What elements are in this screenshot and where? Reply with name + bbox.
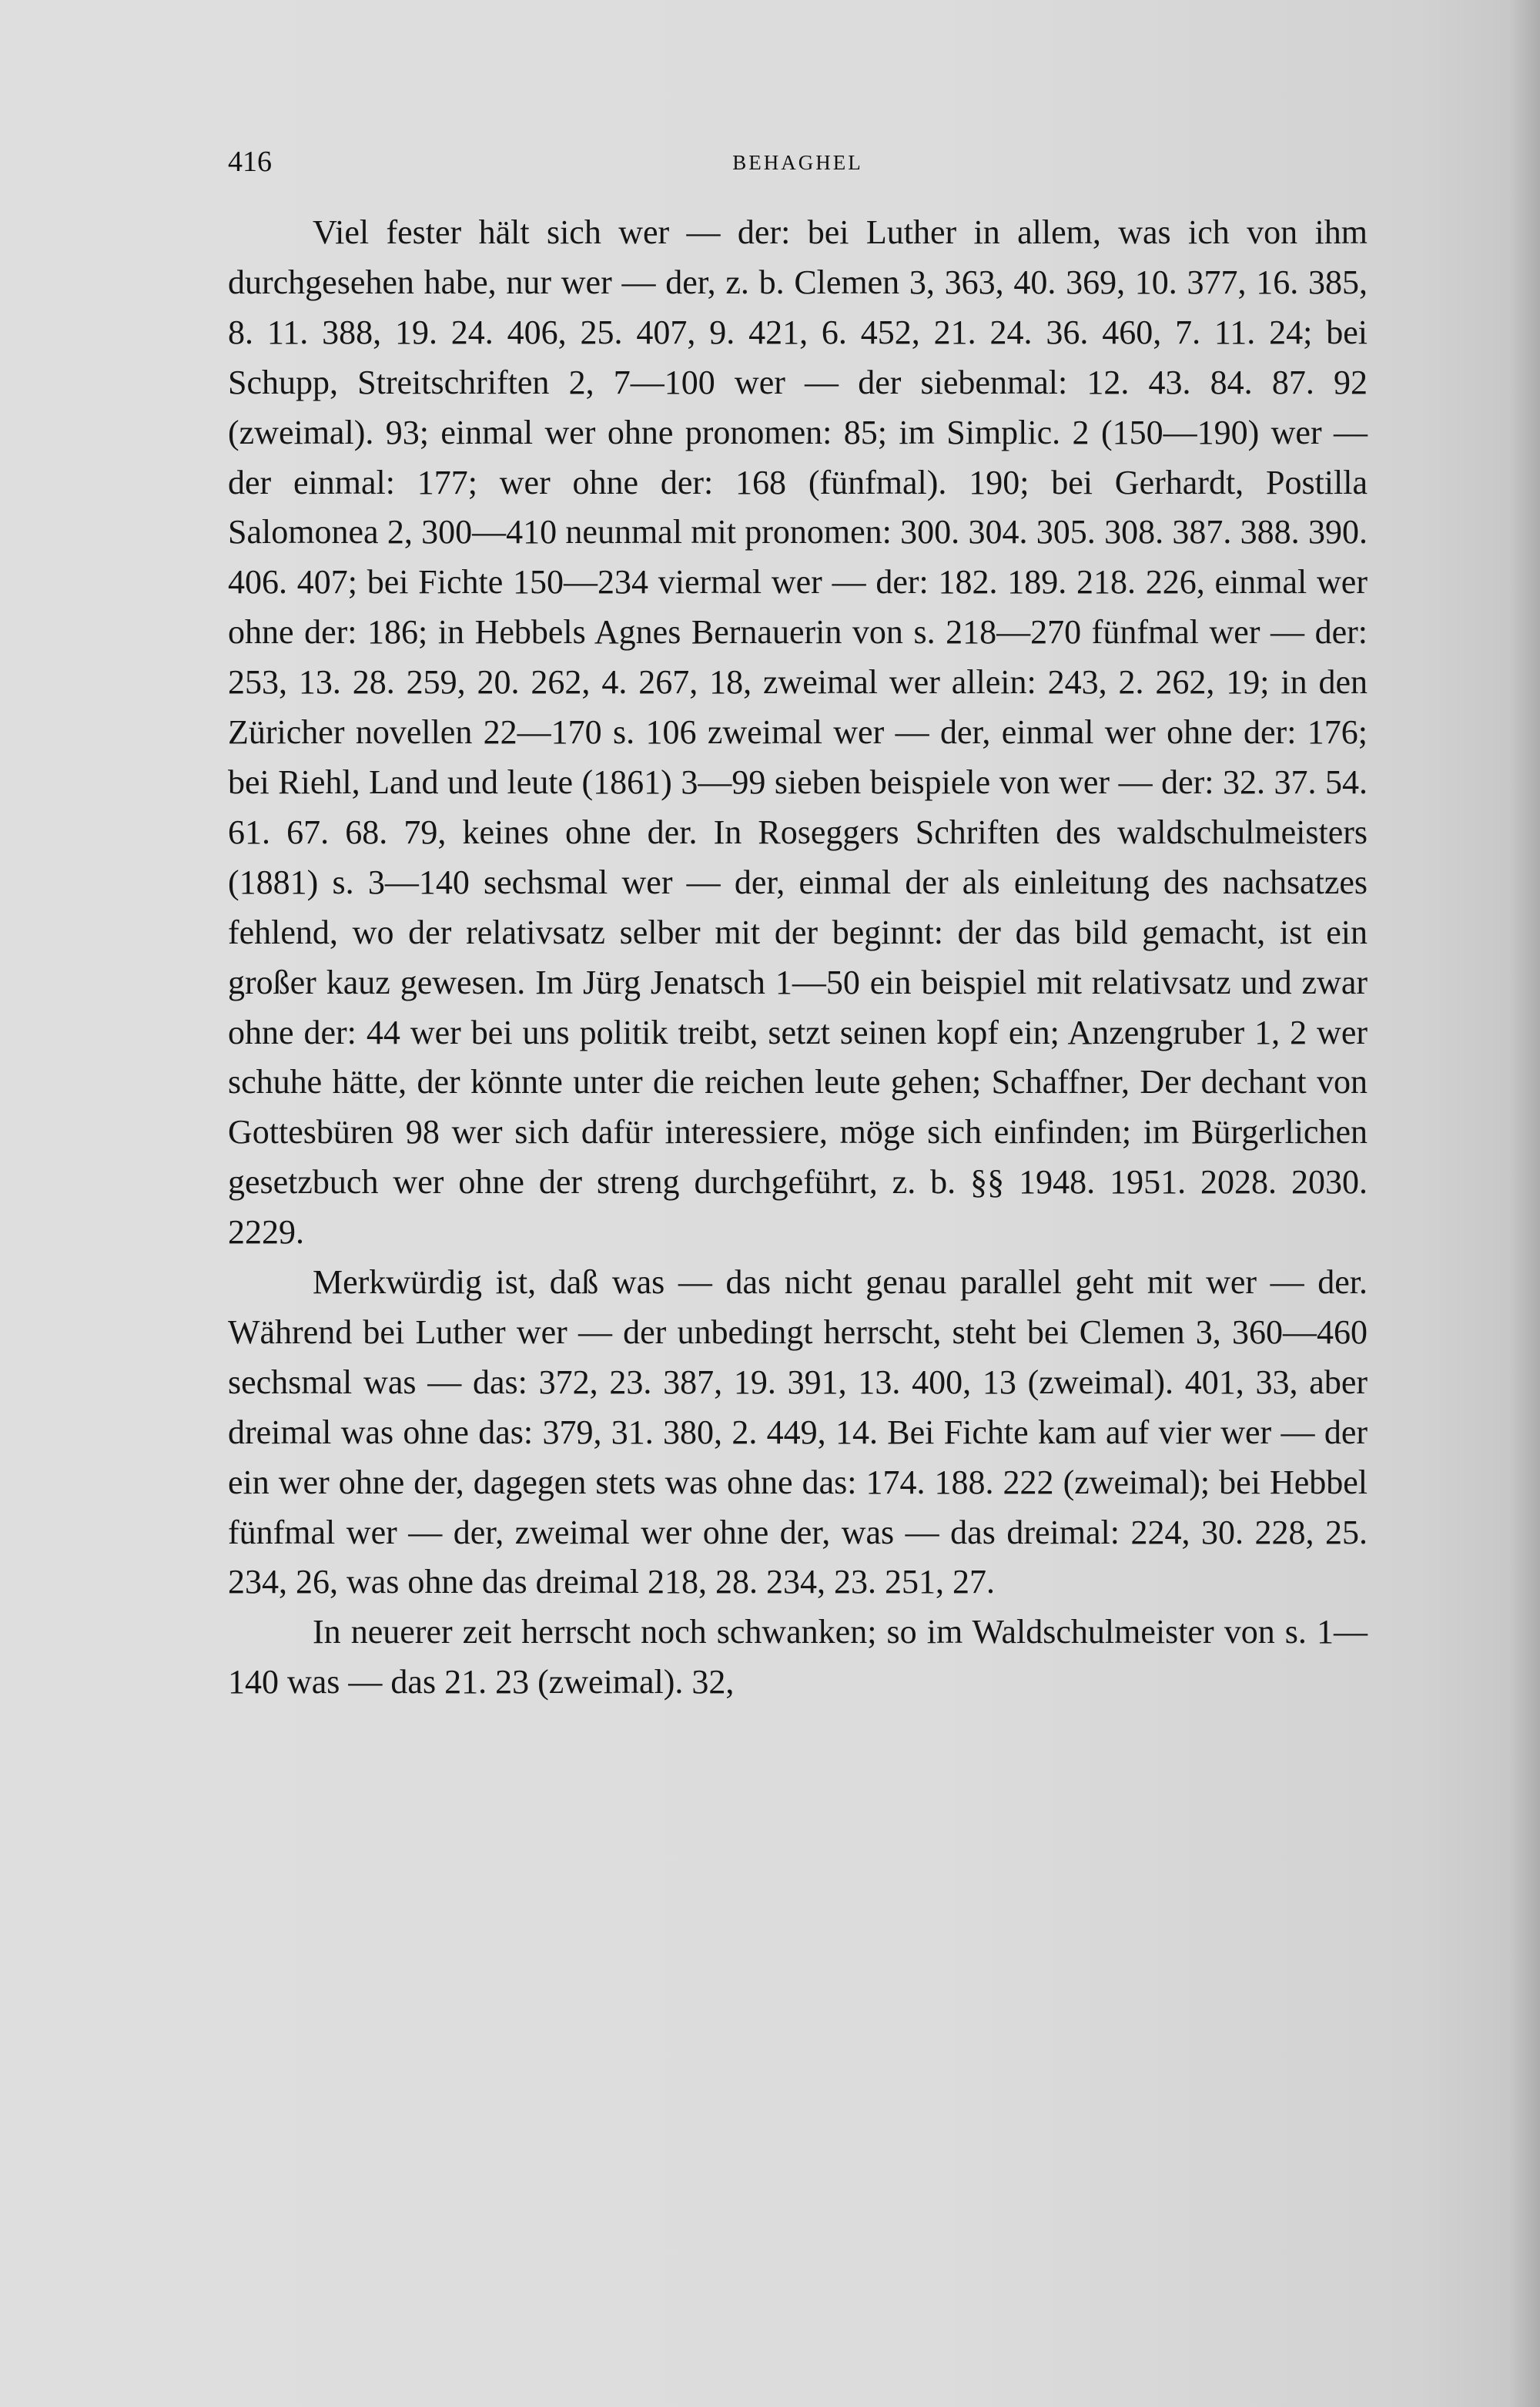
body-text bbox=[228, 208, 1368, 1708]
page-number: 416 bbox=[228, 146, 272, 178]
running-head: BEHAGHEL bbox=[732, 151, 863, 174]
paragraph-3: In neuerer zeit herrscht noch schwanken; so im Waldschulmeister von s. 1—140 was — das 21. 23 (zweimal). 32, bbox=[228, 1613, 1368, 1701]
paragraph-2: Merkwürdig ist, daß was — das nicht genau parallel geht mit wer — der. Während bei Luther wer — der unbedingt herrscht, steht bei Clemen 3, 360—460 sechsmal was — das: 372, 23. 387, 19. 391, 13. 400, 13 (zweimal). 401, 33, aber dreimal was ohne das: 379, 31. 380, 2. 449, 14. Bei Fichte kam auf vier wer — der ein wer ohne der, dagegen stets was ohne das: 174. 188. 222 (zweimal); bei Hebbel fünfmal wer — der, zweimal wer ohne der, was — das dreimal: 224, 30. 228, 25. 234, 26, was ohne das dreimal 218, 28. 234, 23. 251, 27. bbox=[228, 1263, 1368, 1601]
page-edge-shadow bbox=[1509, 0, 1540, 2407]
paragraph-1: Viel fester hält sich wer — der: bei Luther in allem, was ich von ihm durchgesehen habe, nur wer — der, z. b. Clemen 3, 363, 40. 369, 10. 377, 16. 385, 8. 11. 388, 19. 24. 406, 25. 407, 9. 421, 6. 452, 21. 24. 36. 460, 7. 11. 24; bei Schupp, Streitschriften 2, 7—100 wer — der siebenmal: 12. 43. 84. 87. 92 (zweimal). 93; einmal wer ohne pronomen: 85; im Simplic. 2 (150—190) wer — der einmal: 177; wer ohne der: 168 (fünfmal). 190; bei Gerhardt, Postilla Salomonea 2, 300—410 neunmal mit pronomen: 300. 304. 305. 308. 387. 388. 390. 406. 407; bei Fichte 150—234 viermal wer — der: 182. 189. 218. 226, einmal wer ohne der: 186; in Hebbels Agnes Bernauerin von s. 218—270 fünfmal wer — der: 253, 13. 28. 259, 20. 262, 4. 267, 18, zweimal wer allein: 243, 2. 262, 19; in den Züricher novellen 22—170 s. 106 zweimal wer — der, einmal wer ohne der: 176; bei Riehl, Land und leute (1861) 3—99 sieben beispiele von wer — der: 32. 37. 54. 61. 67. 68. 79, keines ohne der. In Roseggers Schriften des waldschulmeisters (1881) s. 3—140 sechsmal wer — der, einmal der als einleitung des nachsatzes fehlend, wo der relativsatz selber mit der beginnt: der das bild gemacht, ist ein großer kauz gewesen. Im Jürg Jenatsch 1—50 ein beispiel mit relativsatz und zwar ohne der: 44 wer bei uns politik treibt, setzt seinen kopf ein; Anzengruber 1, 2 wer schuhe hätte, der könnte unter die reichen leute gehen; Schaffner, Der dechant von Gottesbüren 98 wer sich dafür interessiere, möge sich einfinden; im Bürgerlichen gesetzbuch wer ohne der streng durchgeführt, z. b. §§ 1948. 1951. 2028. 2030. 2229. bbox=[228, 213, 1368, 1252]
page-header bbox=[228, 145, 1368, 183]
